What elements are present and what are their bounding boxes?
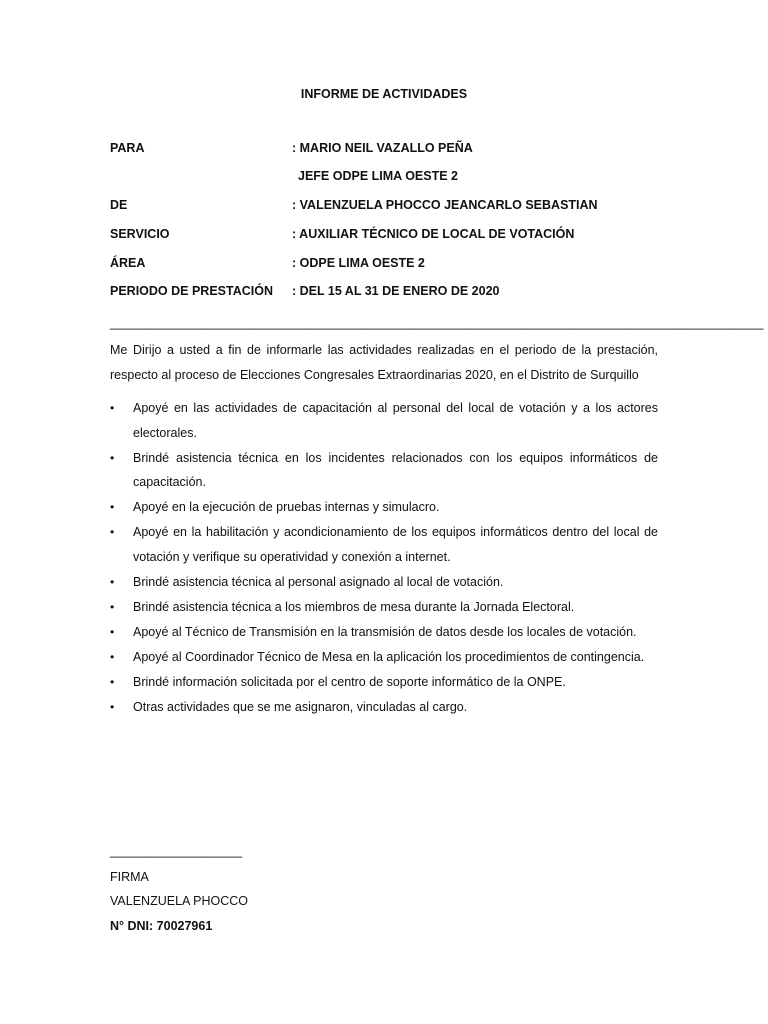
list-item [110,695,658,720]
list-item [110,645,658,670]
activity-text: Apoyé en las actividades de capacitación al personal del local de votación y a los actores electorales. [133,401,658,440]
signature-line: ___________________ [110,844,243,858]
bullet-icon: • [110,649,115,664]
activity-text: Otras actividades que se me asignaron, vinculadas al cargo. [133,699,468,714]
bullet-icon: • [110,500,115,514]
activity-text: Brindé información solicitada por el centro de soporte informático de la ONPE. [133,674,566,689]
para-value: : MARIO NEIL VAZALLO PEÑA [292,141,473,155]
signature-dni: N° DNI: 70027961 [110,919,213,933]
intro-paragraph: Me Dirijo a usted a fin de informarle las actividades realizadas en el periodo de la prestación, respecto al proceso de Elecciones Congresales Extraordinarias 2020, en el Distrito de Surquillo [110,343,658,382]
bullet-icon: • [110,401,115,415]
list-item [110,520,658,569]
para-value-2: JEFE ODPE LIMA OESTE 2 [298,169,458,183]
periodo-label: PERIODO DE PRESTACIÓN [110,284,273,298]
header-row-area [110,256,670,274]
bullet-icon: • [110,699,115,714]
servicio-value: : AUXILIAR TÉCNICO DE LOCAL DE VOTACIÓN [292,227,575,241]
servicio-label: SERVICIO [110,227,170,241]
area-value: : ODPE LIMA OESTE 2 [292,256,425,270]
header-row-para [110,141,670,159]
document-title: INFORME DE ACTIVIDADES [300,87,468,101]
header-row-periodo [110,284,670,302]
header-row-para-2 [110,169,670,187]
list-item [110,570,658,595]
list-item [110,446,658,495]
signature-firma: FIRMA [110,870,149,884]
activity-text: Apoyé en la habilitación y acondicionamiento de los equipos informáticos dentro del local de votación y verifique su operatividad y conexión a internet. [133,525,658,564]
list-item [110,396,658,445]
periodo-value: : DEL 15 AL 31 DE ENERO DE 2020 [292,284,500,298]
bullet-icon: • [110,525,115,539]
activity-text: Brindé asistencia técnica a los miembros de mesa durante la Jornada Electoral. [133,599,575,614]
header-row-servicio [110,227,670,245]
list-item [110,620,658,645]
de-value: : VALENZUELA PHOCCO JEANCARLO SEBASTIAN [292,198,598,212]
bullet-icon: • [110,599,115,614]
signature-name: VALENZUELA PHOCCO [110,894,249,908]
list-item [110,595,658,620]
list-item [110,495,658,520]
activity-text: Brindé asistencia técnica al personal asignado al local de votación. [133,574,504,589]
activity-text: Apoyé en la ejecución de pruebas internas y simulacro. [133,500,440,514]
bullet-icon: • [110,624,115,639]
para-label: PARA [110,141,145,155]
bullet-icon: • [110,574,115,589]
bullet-icon: • [110,674,115,689]
activities-list [110,396,658,720]
bullet-icon: • [110,450,115,465]
activity-text: Apoyé al Técnico de Transmisión en la transmisión de datos desde los locales de votación. [133,624,637,639]
de-label: DE [110,198,128,212]
separator-line: ______________________________________________________________________________________________ [110,316,764,330]
list-item [110,670,658,695]
header-row-de [110,198,670,216]
activity-text: Apoyé al Coordinador Técnico de Mesa en la aplicación los procedimientos de contingencia. [133,649,645,664]
area-label: ÁREA [110,256,146,270]
activity-text: Brindé asistencia técnica en los incidentes relacionados con los equipos informáticos de capacitación. [133,450,658,489]
